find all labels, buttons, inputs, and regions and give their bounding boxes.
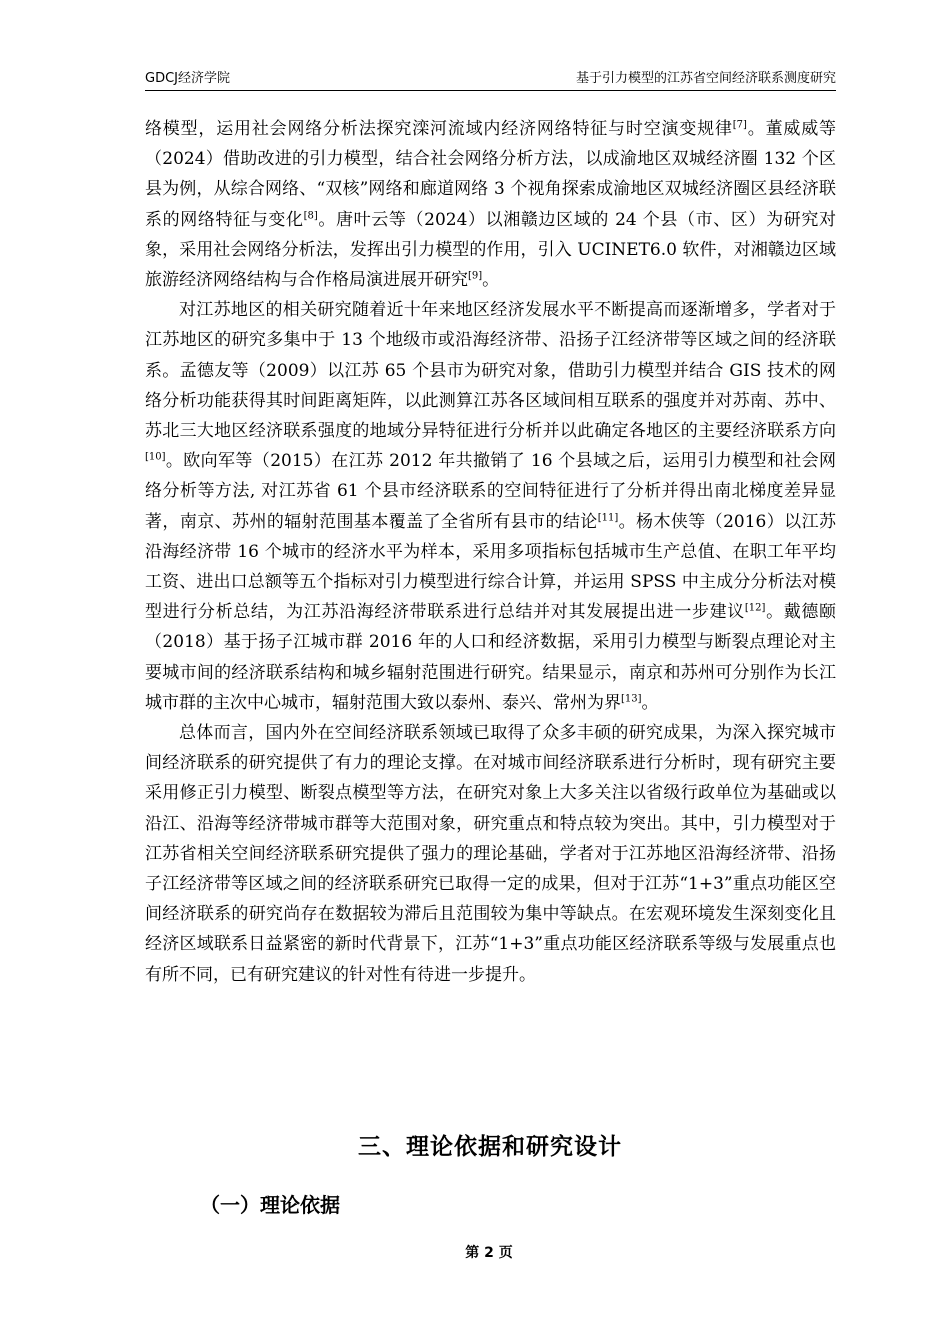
citation-10: [10] (145, 451, 166, 463)
citation-9: [9] (468, 270, 483, 282)
body-text (145, 114, 836, 990)
citation-11: [11] (597, 511, 619, 523)
citation-13: [13] (621, 693, 642, 705)
paragraph-2-text-b: 。欧向军等（2015）在江苏 2012 年共撤销了 16 个县域之后，运用引力模型和社会网络分析等方法, 对江苏省 61 个县市经济联系的空间特征进行了分析并得出南北梯度差异显著，南京、苏州的辐射范围基本覆盖了全省所有县市的结论 (145, 451, 836, 532)
paragraph-1-text-d: 。 (482, 270, 500, 291)
citation-7: [7] (732, 119, 747, 131)
paragraph-1-text-c: 。唐叶云等（2024）以湘赣边区域的 24 个县（市、区）为研究对象，采用社会网络分析法，发挥出引力模型的作用，引入 UCINET6.0 软件，对湘赣边区域旅游经济网络结构与合作格局演进展开研究 (145, 209, 836, 291)
paragraph-2-text-d: 。戴德颐（2018）基于扬子江城市群 2016 年的人口和经济数据，采用引力模型与断裂点理论对主要城市间的经济联系结构和城乡辐射范围进行研究。结果显示，南京和苏州可分别作为长江城市群的主次中心城市，辐射范围大致以泰州、泰兴、常州为界 (145, 602, 837, 713)
subsection-title: （一）理论依据 (200, 1193, 340, 1217)
page-number: 第 2 页 (465, 1245, 513, 1261)
section-title: 三、理论依据和研究设计 (358, 1134, 622, 1160)
paragraph-2-text-e: 。 (641, 692, 659, 713)
header-school-name: GDCJ经济学院 (145, 71, 230, 86)
citation-12: [12] (744, 602, 766, 614)
header-paper-title: 基于引力模型的江苏省空间经济联系测度研究 (575, 71, 836, 86)
page-header (145, 64, 836, 91)
paragraph-1-text-b: 。董威威等（2024）借助改进的引力模型，结合社会网络分析方法，以成渝地区双城经济圈 132 个区县为例，从综合网络、“双核”网络和廊道网络 3 个视角探索成渝地区双城经济圈区县经济联系的网络特征与变化 (145, 119, 837, 230)
paragraph-1 (145, 114, 836, 295)
paragraph-1-text-a: 络模型，运用社会网络分析法探究滦河流域内经济网络特征与时空演变规律 (145, 119, 733, 139)
paragraph-2-text-c: 。杨木侠等（2016）以江苏沿海经济带 16 个城市的经济水平为样本，采用多项指标包括城市生产总值、在职工年平均工资、进出口总额等五个指标对引力模型进行综合计算，并运用 SPSS 中主成分分析法对模型进行分析总结，为江苏沿海经济带联系进行总结并对其发展提出进一步建议 (145, 511, 837, 623)
citation-8: [8] (303, 209, 318, 221)
paragraph-2 (145, 295, 836, 718)
paragraph-2-text-a: 对江苏地区的相关研究随着近十年来地区经济发展水平不断提高而逐渐增多，学者对于江苏地区的研究多集中于 13 个地级市或沿海经济带、沿扬子江经济带等区域之间的经济联系。孟德友等（2009）以江苏 65 个县市为研究对象，借助引力模型并结合 GIS 技术的网络分析功能获得其时间距离矩阵，以此测算江苏各区域间相互联系的强度并对苏南、苏中、苏北三大地区经济联系强度的地域分异特征进行分析并以此确定各地区的主要经济联系方向 (145, 300, 836, 442)
paragraph-3: 总体而言，国内外在空间经济联系领域已取得了众多丰硕的研究成果，为深入探究城市间经济联系的研究提供了有力的理论支撑。在对城市间经济联系进行分析时，现有研究主要采用修正引力模型、断裂点模型等方法，在研究对象上大多关注以省级行政单位为基础或以沿江、沿海等经济带城市群等大范围对象，研究重点和特点较为突出。其中，引力模型对于江苏省相关空间经济联系研究提供了强力的理论基础，学者对于江苏地区沿海经济带、沿扬子江经济带等区域之间的经济联系研究已取得一定的成果，但对于江苏“1+3”重点功能区空间经济联系的研究尚存在数据较为滞后且范围较为集中等缺点。在宏观环境发生深刻变化且经济区域联系日益紧密的新时代背景下，江苏“1+3”重点功能区经济联系等级与发展重点也有所不同，已有研究建议的针对性有待进一步提升。 (145, 723, 836, 985)
